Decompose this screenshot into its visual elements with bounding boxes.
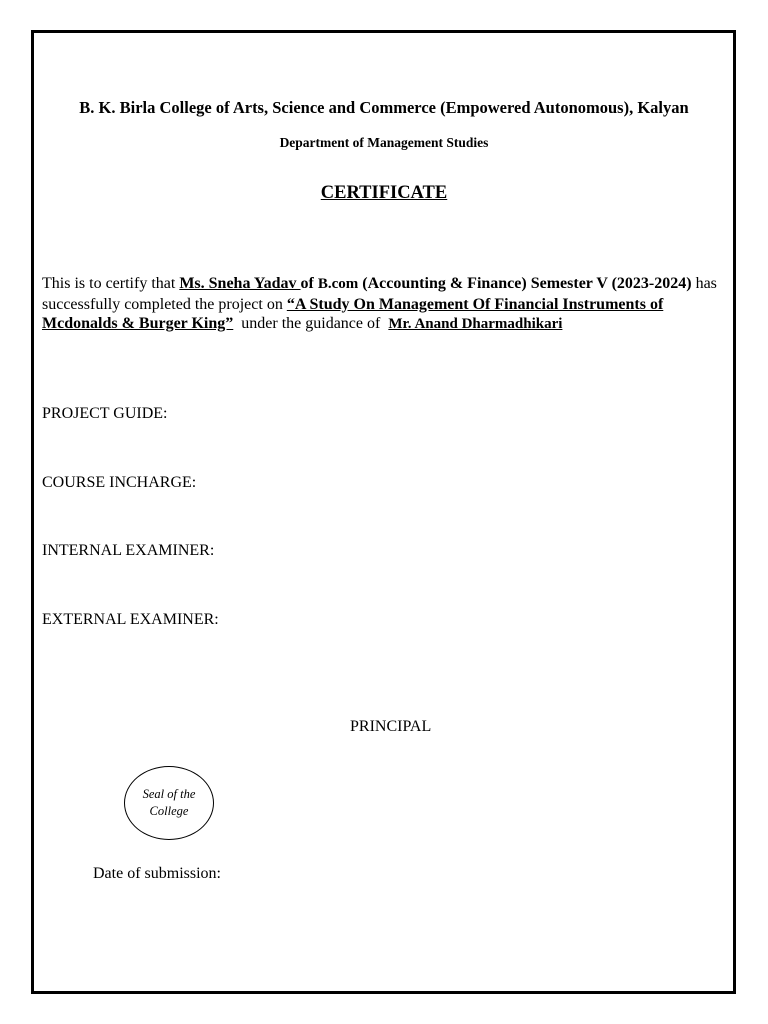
completed-text: has successfully completed the project on	[42, 275, 717, 313]
intro-text: This is to certify that	[42, 275, 180, 292]
program-prefix: B.com	[317, 276, 359, 292]
course-incharge-label: COURSE INCHARGE:	[42, 474, 197, 491]
certificate-title: CERTIFICATE	[320, 183, 448, 203]
principal-label: PRINCIPAL	[350, 718, 432, 735]
program-name: (Accounting & Finance) Semester V (2023-2024)	[358, 275, 692, 292]
certificate-statement	[42, 274, 722, 335]
date-of-submission-label: Date of submission:	[93, 865, 221, 882]
project-guide-label: PROJECT GUIDE:	[42, 405, 168, 422]
of-text: of	[300, 275, 318, 292]
guidance-text: under the guidance of	[233, 315, 389, 332]
guide-name: Mr. Anand Dharmadhikari	[388, 316, 563, 332]
internal-examiner-label: INTERNAL EXAMINER:	[42, 542, 215, 559]
page-border	[31, 30, 736, 994]
seal-text-line-1: Seal of the	[142, 787, 196, 801]
project-title: “A Study On Management Of Financial Instruments of Mcdonalds & Burger King”	[42, 295, 664, 332]
department-name: Department of Management Studies	[279, 135, 489, 150]
student-name: Ms. Sneha Yadav	[179, 275, 301, 292]
college-seal	[124, 766, 214, 840]
college-name: B. K. Birla College of Arts, Science and Commerce (Empowered Autonomous), Kalyan	[79, 98, 689, 117]
seal-text-line-2: College	[149, 804, 189, 818]
external-examiner-label: EXTERNAL EXAMINER:	[42, 611, 219, 628]
